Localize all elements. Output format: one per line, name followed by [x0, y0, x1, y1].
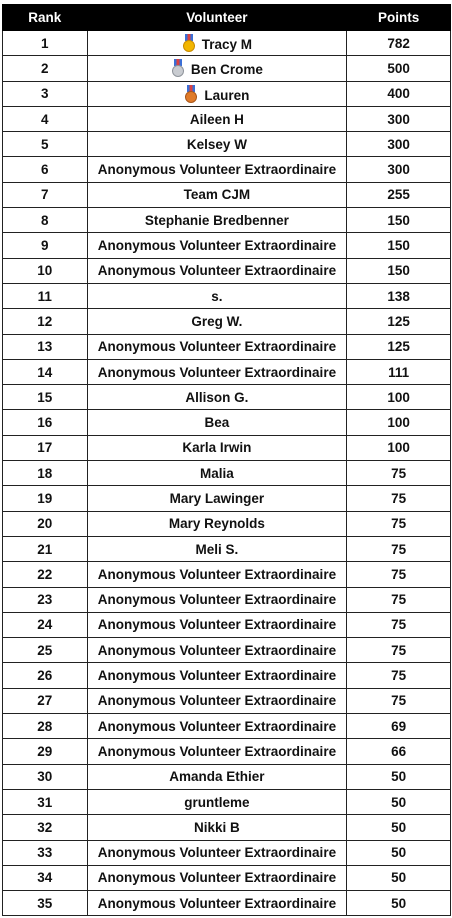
- table-row: [3, 663, 451, 688]
- table-row: [3, 132, 451, 157]
- volunteer-cell: [87, 309, 347, 334]
- table-row: [3, 891, 451, 916]
- points-cell: 75: [347, 562, 451, 587]
- rank-cell: 30: [3, 764, 88, 789]
- rank-cell: 11: [3, 283, 88, 308]
- points-cell: 75: [347, 688, 451, 713]
- points-cell: 782: [347, 31, 451, 56]
- volunteer-name: Allison G.: [185, 389, 249, 405]
- volunteer-cell: [87, 410, 347, 435]
- points-cell: 50: [347, 764, 451, 789]
- points-cell: 50: [347, 891, 451, 916]
- rank-cell: 18: [3, 461, 88, 486]
- volunteer-cell: [87, 486, 347, 511]
- volunteer-cell: [87, 461, 347, 486]
- leaderboard-table: [2, 4, 451, 916]
- rank-cell: 17: [3, 435, 88, 460]
- volunteer-name: Anonymous Volunteer Extraordinaire: [97, 668, 337, 684]
- rank-cell: 22: [3, 562, 88, 587]
- rank-cell: 24: [3, 612, 88, 637]
- points-cell: 50: [347, 815, 451, 840]
- volunteer-name: Anonymous Volunteer Extraordinaire: [97, 693, 337, 709]
- table-row: [3, 865, 451, 890]
- volunteer-cell: [87, 56, 347, 81]
- points-cell: 300: [347, 132, 451, 157]
- table-row: [3, 182, 451, 207]
- silver-medal-icon: [171, 59, 185, 77]
- volunteer-name: Anonymous Volunteer Extraordinaire: [97, 566, 337, 582]
- points-cell: 50: [347, 789, 451, 814]
- volunteer-cell: [87, 385, 347, 410]
- volunteer-cell: [87, 208, 347, 233]
- points-cell: 75: [347, 638, 451, 663]
- rank-cell: 1: [3, 31, 88, 56]
- points-cell: 75: [347, 486, 451, 511]
- rank-cell: 34: [3, 865, 88, 890]
- volunteer-column-header: Volunteer: [87, 5, 347, 31]
- table-row: [3, 31, 451, 56]
- volunteer-cell: [87, 511, 347, 536]
- volunteer-cell: [87, 612, 347, 637]
- gold-medal-icon: [182, 34, 196, 52]
- table-row: [3, 587, 451, 612]
- leaderboard-header: [3, 5, 451, 31]
- volunteer-name: Greg W.: [191, 313, 243, 329]
- volunteer-name: Kelsey W: [186, 136, 247, 152]
- leaderboard-body: [3, 31, 451, 916]
- rank-cell: 9: [3, 233, 88, 258]
- table-row: [3, 688, 451, 713]
- volunteer-name: Mary Lawinger: [169, 490, 265, 506]
- rank-cell: 5: [3, 132, 88, 157]
- points-cell: 255: [347, 182, 451, 207]
- table-row: [3, 612, 451, 637]
- rank-cell: 32: [3, 815, 88, 840]
- volunteer-cell: [87, 132, 347, 157]
- volunteer-cell: [87, 764, 347, 789]
- table-row: [3, 334, 451, 359]
- table-row: [3, 511, 451, 536]
- points-cell: 75: [347, 612, 451, 637]
- volunteer-cell: [87, 587, 347, 612]
- rank-cell: 29: [3, 739, 88, 764]
- volunteer-name: gruntleme: [184, 794, 250, 810]
- table-row: [3, 562, 451, 587]
- volunteer-cell: [87, 789, 347, 814]
- volunteer-name: Nikki B: [194, 819, 240, 835]
- rank-cell: 21: [3, 536, 88, 561]
- points-cell: 75: [347, 663, 451, 688]
- table-row: [3, 536, 451, 561]
- rank-cell: 7: [3, 182, 88, 207]
- rank-cell: 13: [3, 334, 88, 359]
- rank-cell: 10: [3, 258, 88, 283]
- volunteer-name: Stephanie Bredbenner: [144, 212, 289, 228]
- volunteer-name: Meli S.: [195, 541, 239, 557]
- volunteer-name: s.: [211, 288, 223, 304]
- volunteer-cell: [87, 688, 347, 713]
- volunteer-name: Malia: [200, 465, 234, 481]
- table-row: [3, 208, 451, 233]
- points-cell: 150: [347, 258, 451, 283]
- points-cell: 75: [347, 587, 451, 612]
- table-row: [3, 56, 451, 81]
- rank-cell: 27: [3, 688, 88, 713]
- volunteer-cell: [87, 435, 347, 460]
- rank-cell: 33: [3, 840, 88, 865]
- rank-cell: 19: [3, 486, 88, 511]
- volunteer-name: Anonymous Volunteer Extraordinaire: [97, 743, 337, 759]
- rank-cell: 8: [3, 208, 88, 233]
- table-row: [3, 739, 451, 764]
- points-cell: 500: [347, 56, 451, 81]
- rank-column-header: Rank: [3, 5, 88, 31]
- rank-cell: 4: [3, 106, 88, 131]
- volunteer-name: Ben Crome: [190, 62, 263, 78]
- points-cell: 138: [347, 283, 451, 308]
- volunteer-name: Tracy M: [201, 37, 253, 53]
- table-row: [3, 789, 451, 814]
- rank-cell: 2: [3, 56, 88, 81]
- rank-cell: 6: [3, 157, 88, 182]
- volunteer-name: Anonymous Volunteer Extraordinaire: [97, 592, 337, 608]
- points-cell: 50: [347, 865, 451, 890]
- volunteer-name: Anonymous Volunteer Extraordinaire: [97, 339, 337, 355]
- volunteer-cell: [87, 714, 347, 739]
- volunteer-cell: [87, 334, 347, 359]
- volunteer-cell: [87, 891, 347, 916]
- rank-cell: 25: [3, 638, 88, 663]
- header-row: [3, 5, 451, 31]
- points-cell: 150: [347, 208, 451, 233]
- table-row: [3, 359, 451, 384]
- bronze-medal-icon: [184, 85, 198, 103]
- rank-cell: 14: [3, 359, 88, 384]
- volunteer-name: Lauren: [204, 87, 250, 103]
- volunteer-cell: [87, 865, 347, 890]
- volunteer-name: Team CJM: [183, 187, 251, 203]
- rank-cell: 28: [3, 714, 88, 739]
- table-row: [3, 385, 451, 410]
- volunteer-cell: [87, 815, 347, 840]
- volunteer-name: Aileen H: [189, 111, 244, 127]
- rank-cell: 20: [3, 511, 88, 536]
- volunteer-cell: [87, 663, 347, 688]
- volunteer-name: Mary Reynolds: [168, 516, 265, 532]
- rank-cell: 3: [3, 81, 88, 106]
- volunteer-cell: [87, 840, 347, 865]
- table-row: [3, 815, 451, 840]
- table-row: [3, 157, 451, 182]
- table-row: [3, 233, 451, 258]
- volunteer-cell: [87, 157, 347, 182]
- points-cell: 111: [347, 359, 451, 384]
- table-row: [3, 283, 451, 308]
- rank-cell: 15: [3, 385, 88, 410]
- table-row: [3, 638, 451, 663]
- points-cell: 75: [347, 461, 451, 486]
- volunteer-name: Bea: [204, 415, 230, 431]
- points-cell: 75: [347, 511, 451, 536]
- volunteer-cell: [87, 258, 347, 283]
- rank-cell: 26: [3, 663, 88, 688]
- table-row: [3, 840, 451, 865]
- volunteer-name: Anonymous Volunteer Extraordinaire: [97, 870, 337, 886]
- table-row: [3, 435, 451, 460]
- table-row: [3, 764, 451, 789]
- points-cell: 300: [347, 106, 451, 131]
- points-cell: 50: [347, 840, 451, 865]
- points-cell: 400: [347, 81, 451, 106]
- rank-cell: 31: [3, 789, 88, 814]
- table-row: [3, 106, 451, 131]
- volunteer-name: Anonymous Volunteer Extraordinaire: [97, 263, 337, 279]
- volunteer-cell: [87, 283, 347, 308]
- volunteer-cell: [87, 359, 347, 384]
- points-cell: 100: [347, 410, 451, 435]
- table-row: [3, 461, 451, 486]
- volunteer-cell: [87, 81, 347, 106]
- volunteer-cell: [87, 562, 347, 587]
- points-cell: 75: [347, 536, 451, 561]
- table-row: [3, 258, 451, 283]
- volunteer-cell: [87, 182, 347, 207]
- volunteer-name: Amanda Ethier: [169, 769, 265, 785]
- volunteer-name: Anonymous Volunteer Extraordinaire: [97, 718, 337, 734]
- points-cell: 100: [347, 435, 451, 460]
- volunteer-name: Anonymous Volunteer Extraordinaire: [97, 617, 337, 633]
- points-cell: 300: [347, 157, 451, 182]
- points-cell: 100: [347, 385, 451, 410]
- volunteer-cell: [87, 739, 347, 764]
- rank-cell: 35: [3, 891, 88, 916]
- volunteer-cell: [87, 31, 347, 56]
- rank-cell: 16: [3, 410, 88, 435]
- volunteer-cell: [87, 638, 347, 663]
- table-row: [3, 309, 451, 334]
- rank-cell: 12: [3, 309, 88, 334]
- table-row: [3, 714, 451, 739]
- volunteer-cell: [87, 106, 347, 131]
- volunteer-cell: [87, 233, 347, 258]
- points-cell: 66: [347, 739, 451, 764]
- table-row: [3, 81, 451, 106]
- volunteer-name: Anonymous Volunteer Extraordinaire: [97, 642, 337, 658]
- table-row: [3, 486, 451, 511]
- volunteer-name: Anonymous Volunteer Extraordinaire: [97, 162, 337, 178]
- points-column-header: Points: [347, 5, 451, 31]
- volunteer-name: Anonymous Volunteer Extraordinaire: [97, 238, 337, 254]
- volunteer-name: Anonymous Volunteer Extraordinaire: [97, 895, 337, 911]
- rank-cell: 23: [3, 587, 88, 612]
- volunteer-name: Anonymous Volunteer Extraordinaire: [97, 845, 337, 861]
- points-cell: 150: [347, 233, 451, 258]
- points-cell: 125: [347, 334, 451, 359]
- table-row: [3, 410, 451, 435]
- volunteer-name: Karla Irwin: [182, 440, 252, 456]
- points-cell: 69: [347, 714, 451, 739]
- volunteer-name: Anonymous Volunteer Extraordinaire: [97, 364, 337, 380]
- points-cell: 125: [347, 309, 451, 334]
- volunteer-cell: [87, 536, 347, 561]
